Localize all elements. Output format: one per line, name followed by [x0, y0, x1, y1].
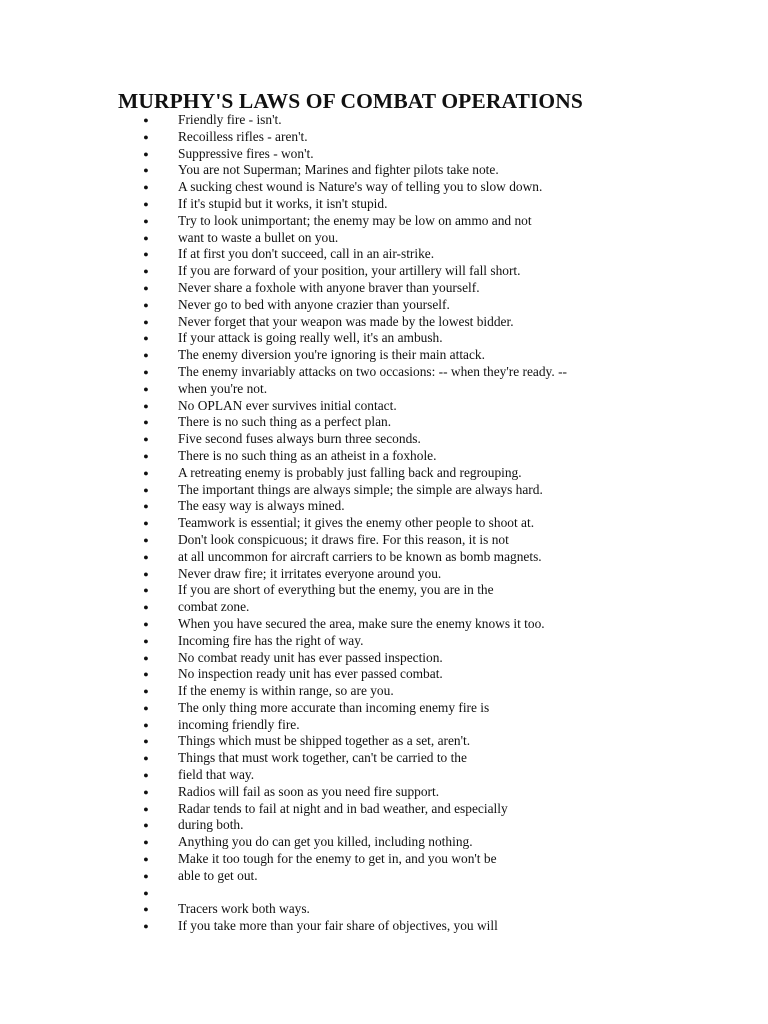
- list-item: [0, 868, 768, 885]
- bullet-icon: ●: [143, 232, 149, 243]
- list-item: [0, 263, 768, 280]
- list-item: [0, 717, 768, 734]
- bullet-icon: ●: [143, 467, 149, 478]
- list-item-text: If your attack is going really well, it's an ambush.: [178, 330, 443, 346]
- list-item: [0, 482, 768, 499]
- list-item: [0, 230, 768, 247]
- bullet-icon: ●: [143, 434, 149, 445]
- list-item: [0, 666, 768, 683]
- bullet-icon: ●: [143, 803, 149, 814]
- list-item: [0, 213, 768, 230]
- bullet-icon: ●: [143, 383, 149, 394]
- bullet-icon: ●: [143, 736, 149, 747]
- list-item: [0, 498, 768, 515]
- list-item-text: The only thing more accurate than incoming enemy fire is: [178, 699, 490, 715]
- list-item-text: The important things are always simple; the simple are always hard.: [178, 481, 543, 497]
- list-item: [0, 784, 768, 801]
- list-item: [0, 834, 768, 851]
- bullet-icon: ●: [143, 568, 149, 579]
- list-item: [0, 431, 768, 448]
- bullet-icon: ●: [143, 215, 149, 226]
- bullet-icon: ●: [143, 686, 149, 697]
- list-item: [0, 196, 768, 213]
- list-item: [0, 733, 768, 750]
- bullet-icon: ●: [143, 450, 149, 461]
- bullet-icon: ●: [143, 350, 149, 361]
- list-item-text: No combat ready unit has ever passed inspection.: [178, 649, 443, 665]
- bullet-icon: ●: [143, 366, 149, 377]
- bullet-icon: ●: [143, 652, 149, 663]
- list-item-text: Five second fuses always burn three seconds.: [178, 431, 421, 447]
- list-item-text: field that way.: [178, 767, 255, 783]
- bullet-icon: ●: [143, 870, 149, 881]
- list-item-text: Tracers work both ways.: [178, 901, 310, 917]
- list-item: [0, 314, 768, 331]
- list-item: [0, 650, 768, 667]
- list-item-text: Never draw fire; it irritates everyone around you.: [178, 565, 442, 581]
- bullet-icon: ●: [143, 484, 149, 495]
- bullet-icon: ●: [143, 786, 149, 797]
- bullet-icon: ●: [143, 198, 149, 209]
- bullet-icon: ●: [143, 131, 149, 142]
- list-item: [0, 817, 768, 834]
- bullet-icon: ●: [143, 702, 149, 713]
- bullet-icon: ●: [143, 249, 149, 260]
- bullet-icon: ●: [143, 904, 149, 915]
- list-item: [0, 566, 768, 583]
- list-item: [0, 398, 768, 415]
- list-item: [0, 414, 768, 431]
- bullet-icon: ●: [143, 602, 149, 613]
- list-item: [0, 246, 768, 263]
- bullet-icon: ●: [143, 635, 149, 646]
- bullet-icon: ●: [143, 719, 149, 730]
- list-item-text: The enemy diversion you're ignoring is their main attack.: [178, 347, 485, 363]
- bullet-icon: ●: [143, 921, 149, 932]
- list-item: [0, 448, 768, 465]
- list-item-text: Things that must work together, can't be carried to the: [178, 750, 467, 766]
- list-item-text: when you're not.: [178, 380, 268, 396]
- bullet-icon: ●: [143, 316, 149, 327]
- bullet-icon: ●: [143, 854, 149, 865]
- list-item-text: If you take more than your fair share of objectives, you will: [178, 918, 498, 934]
- document-title: MURPHY'S LAWS OF COMBAT OPERATIONS: [118, 89, 583, 113]
- list-item-text: Suppressive fires - won't.: [178, 145, 314, 161]
- list-item-text: There is no such thing as an atheist in a foxhole.: [178, 447, 437, 463]
- list-item-text: No inspection ready unit has ever passed combat.: [178, 666, 443, 682]
- list-item-text: Radar tends to fail at night and in bad weather, and especially: [178, 800, 508, 816]
- list-item: [0, 801, 768, 818]
- bullet-icon: ●: [143, 148, 149, 159]
- list-item: [0, 280, 768, 297]
- bullet-icon: ●: [143, 669, 149, 680]
- bullet-icon: ●: [143, 837, 149, 848]
- list-item: [0, 532, 768, 549]
- bullet-icon: ●: [143, 333, 149, 344]
- list-item-text: Things which must be shipped together as a set, aren't.: [178, 733, 471, 749]
- list-item-text: Try to look unimportant; the enemy may be low on ammo and not: [178, 212, 532, 228]
- bullet-icon: ●: [143, 770, 149, 781]
- list-item: [0, 347, 768, 364]
- bullet-icon: ●: [143, 115, 149, 125]
- bullet-icon: ●: [143, 618, 149, 629]
- list-item: [0, 700, 768, 717]
- bullet-icon: ●: [143, 417, 149, 428]
- list-item: [0, 297, 768, 314]
- list-item-text: If you are short of everything but the enemy, you are in the: [178, 582, 494, 598]
- list-item: [0, 129, 768, 146]
- list-item-text: You are not Superman; Marines and fighter pilots take note.: [178, 162, 499, 178]
- list-item-text: When you have secured the area, make sure the enemy knows it too.: [178, 615, 545, 631]
- bullet-icon: ●: [143, 182, 149, 193]
- list-item: [0, 330, 768, 347]
- bullet-icon: ●: [143, 820, 149, 831]
- list-item-text: Don't look conspicuous; it draws fire. For this reason, it is not: [178, 531, 509, 547]
- list-item-text: able to get out.: [178, 867, 258, 883]
- list-item-text: A retreating enemy is probably just falling back and regrouping.: [178, 464, 522, 480]
- list-item-text: Make it too tough for the enemy to get in, and you won't be: [178, 851, 497, 867]
- list-item-text: incoming friendly fire.: [178, 716, 300, 732]
- bullet-icon: ●: [143, 753, 149, 764]
- list-item-text: at all uncommon for aircraft carriers to be known as bomb magnets.: [178, 548, 542, 564]
- list-item: [0, 162, 768, 179]
- bullet-icon: ●: [143, 518, 149, 529]
- list-item-text: If it's stupid but it works, it isn't stupid.: [178, 195, 388, 211]
- list-item: [0, 381, 768, 398]
- bullet-icon: ●: [143, 501, 149, 512]
- list-item: [0, 599, 768, 616]
- list-item: [0, 633, 768, 650]
- list-item: [0, 146, 768, 163]
- list-item: [0, 582, 768, 599]
- laws-list: [0, 112, 768, 935]
- list-item-text: Radios will fail as soon as you need fire support.: [178, 783, 440, 799]
- list-item: [0, 767, 768, 784]
- list-item-text: Recoilless rifles - aren't.: [178, 128, 308, 144]
- list-item: [0, 515, 768, 532]
- list-item: [0, 918, 768, 935]
- list-item-text: If at first you don't succeed, call in an air-strike.: [178, 246, 435, 262]
- list-item: [0, 364, 768, 381]
- list-item-text: Teamwork is essential; it gives the enemy other people to shoot at.: [178, 515, 535, 531]
- list-item: [0, 901, 768, 918]
- bullet-icon: ●: [143, 585, 149, 596]
- list-item: [0, 616, 768, 633]
- bullet-icon: ●: [143, 534, 149, 545]
- list-item-text: The easy way is always mined.: [178, 498, 345, 514]
- list-item-text: If the enemy is within range, so are you.: [178, 683, 394, 699]
- list-item-text: Anything you do can get you killed, including nothing.: [178, 834, 473, 850]
- list-item-text: Never forget that your weapon was made by the lowest bidder.: [178, 313, 514, 329]
- list-item: [0, 465, 768, 482]
- list-item: [0, 112, 768, 129]
- list-item-text: If you are forward of your position, your artillery will fall short.: [178, 263, 521, 279]
- list-item-text: Incoming fire has the right of way.: [178, 632, 364, 648]
- bullet-icon: ●: [143, 400, 149, 411]
- list-item: [0, 885, 768, 902]
- list-item: [0, 179, 768, 196]
- list-item-text: There is no such thing as a perfect plan.: [178, 414, 392, 430]
- list-item-text: Never share a foxhole with anyone braver than yourself.: [178, 279, 480, 295]
- bullet-icon: ●: [143, 887, 149, 898]
- list-item-text: combat zone.: [178, 599, 250, 615]
- bullet-icon: ●: [143, 551, 149, 562]
- list-item-text: A sucking chest wound is Nature's way of telling you to slow down.: [178, 179, 543, 195]
- list-item: [0, 750, 768, 767]
- bullet-icon: ●: [143, 282, 149, 293]
- list-item-text: Never go to bed with anyone crazier than yourself.: [178, 296, 450, 312]
- bullet-icon: ●: [143, 299, 149, 310]
- bullet-icon: ●: [143, 165, 149, 176]
- list-item: [0, 549, 768, 566]
- list-item: [0, 851, 768, 868]
- list-item-text: during both.: [178, 817, 244, 833]
- list-item-text: want to waste a bullet on you.: [178, 229, 339, 245]
- list-item: [0, 683, 768, 700]
- list-item-text: No OPLAN ever survives initial contact.: [178, 397, 397, 413]
- bullet-icon: ●: [143, 266, 149, 277]
- list-item-text: The enemy invariably attacks on two occasions: -- when they're ready. --: [178, 363, 567, 379]
- list-item-text: Friendly fire - isn't.: [178, 112, 282, 127]
